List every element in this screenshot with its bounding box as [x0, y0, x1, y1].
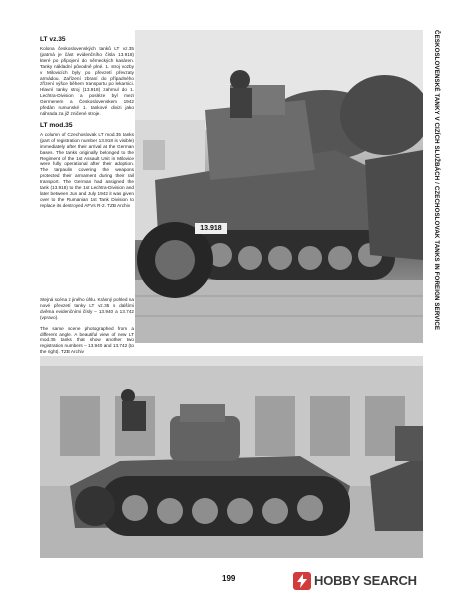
caption-column-lower [40, 297, 134, 360]
caption-text-cz-2: Stejná scéna z jiného úhlu. Krásný pohled na nové převzetí tanky LT vz.35 s dalšími dvěma evidenčními čísly – 13.940 a 13.742 (vpravo). [40, 297, 134, 320]
hobby-search-bolt-logo-icon [293, 572, 311, 590]
registration-plate-label: 13.918 [200, 225, 222, 232]
running-title: ČESKOSLOVENSKÉ TANKY V CIZÍCH SLUŽBÁCH / CZECHOSLOVAK TANKS IN FOREIGN SERVICE [433, 30, 440, 331]
watermark-text: HOBBY SEARCH [314, 573, 417, 588]
bottom-tank-photo [40, 356, 423, 558]
caption-column [40, 36, 134, 214]
caption-heading-cz: LT vz.35 [40, 36, 66, 43]
hobby-search-watermark [293, 572, 448, 590]
caption-text-en-2: The same scene photographed from a different angle. A beautiful view of new LT mod.35 tanks that show another two registration numbers – 13.940 and 13.742 (to the right). TZB Archiv [40, 325, 134, 355]
top-tank-photo [135, 30, 423, 343]
top-tank-illustration [135, 30, 423, 343]
caption-heading-en: LT mod.35 [40, 121, 73, 129]
bottom-tank-illustration [40, 356, 423, 558]
page-number: 199 [222, 574, 236, 583]
caption-text-en: A column of Czechoslovak LT mod.35 tanks (part of registration number 13.918 is visible) immediately after their arrival at the German bases. The tanks originally belonged to the Regiment of the 1st Assault Unit in Milovice were fully operational after their adoption. The tarpaulin covering the weapons protected their armament during their rail transport. The German had assigned the tank (13.918) to the 1st Lechtra-Division and later between Jun and July 1942 it was given over to the Rumanian 1st Tank Division to replace its destroyed AFVs R-2. TZB Archiv [40, 131, 134, 208]
caption-text-cz: Kolona československých tanků LT vz.35 (patrná je část evidenčního čísla 13.918) které po připojení do německých kasáren. Tanky nákladní původně plné. 1. stroj vozby v Milovicích byly po převzetí převzaty armádou. Zařízení zbraní do případného zřízení výšce během transportu po lekarnici. Hlavní tanky stroj (13.918) zahrnul do 1. Lechtra-Division a posléze byl mezi Germenem a Československem 1942 předán rumunské 1. tankové divizi jako náhrada za již zničené stroje. [40, 46, 134, 116]
